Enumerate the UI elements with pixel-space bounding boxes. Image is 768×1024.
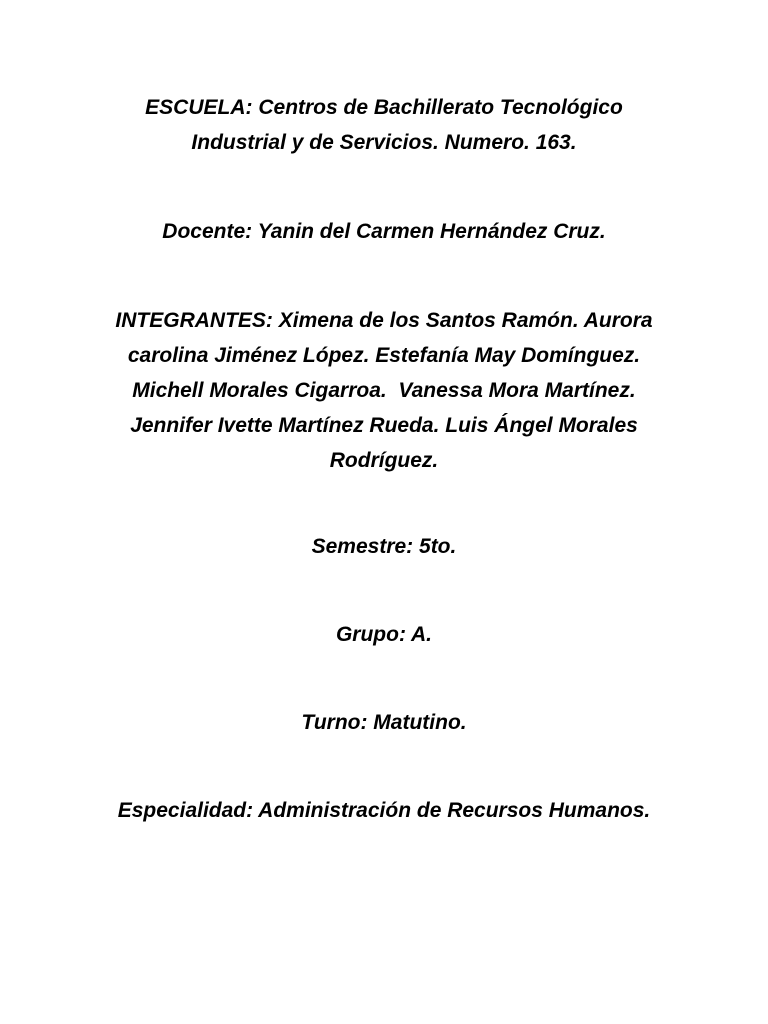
turno-paragraph (104, 705, 664, 740)
integrantes-line: Jennifer Ivette Martínez Rueda. Luis Ángel Morales (130, 414, 638, 437)
especialidad-paragraph (104, 793, 664, 828)
integrantes-paragraph (104, 303, 664, 478)
semestre-paragraph (104, 529, 664, 564)
integrantes-line: carolina Jiménez López. Estefanía May Domínguez. (127, 344, 641, 367)
grupo-line: Grupo: A. (335, 623, 433, 646)
escuela-line: Industrial y de Servicios. Numero. 163. (191, 131, 577, 154)
docente-paragraph (104, 214, 664, 249)
grupo-paragraph (104, 617, 664, 652)
especialidad-line: Especialidad: Administración de Recursos Humanos. (117, 799, 651, 822)
turno-line: Turno: Matutino. (301, 711, 467, 734)
integrantes-line: Rodríguez. (329, 449, 439, 472)
escuela-line: ESCUELA: Centros de Bachillerato Tecnológico (145, 96, 623, 119)
docente-line: Docente: Yanin del Carmen Hernández Cruz. (162, 220, 606, 243)
escuela-paragraph (104, 90, 664, 160)
integrantes-line: INTEGRANTES: Ximena de los Santos Ramón. Aurora (115, 309, 653, 332)
semestre-line: Semestre: 5to. (311, 535, 457, 558)
integrantes-line: Michell Morales Cigarroa. Vanessa Mora Martínez. (132, 379, 636, 402)
